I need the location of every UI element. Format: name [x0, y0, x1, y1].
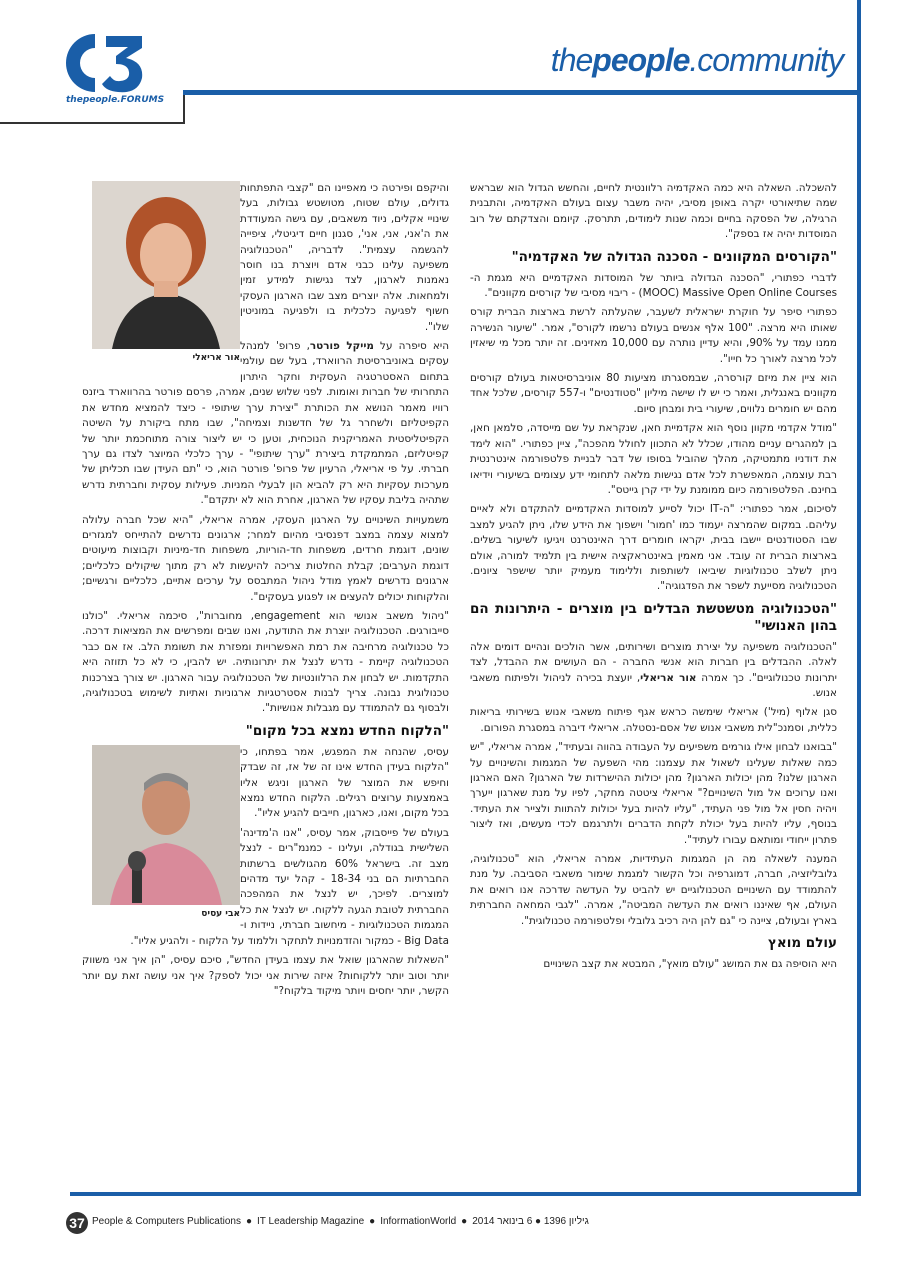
brand-the: the [550, 42, 593, 78]
brand-title [551, 42, 843, 79]
footer-issue: גיליון 1396 ● 6 בינואר 2014 [472, 1216, 589, 1227]
page-footer [66, 1212, 866, 1234]
paragraph: סגן אלוף (מיל') אריאלי שימשה כראש אגף פיתוח משאבי אנוש בשירותי בריאות כללית, וסמנכ"לית משאבי אנוש של אסם-נסטלה. אריאלי דיברה במסגרת הפורום. [470, 706, 837, 734]
portrait-woman-icon [92, 181, 240, 349]
page-number: 37 [66, 1212, 88, 1234]
footer-pub: IT Leadership Magazine [257, 1216, 365, 1227]
paragraph: המענה לשאלה מה הן המגמות העתידיות, אמרה אריאלי, הוא "טכנולוגיה, גלובליזציה, חברה, דמוגרפיה וכל הקשור למגמת שימור משאבי הסביבה. על מנת להתמודד עם השינויים הטכנולוגיים יש להביט על העדשה שדרכה אנו רואים את העולם, אף שאיננו רואים את העדשה המביטה", אמרה. "לגבי המחאה החברתית בארץ ובעולם, ציינה כי "גם להן היה רכיב גלובלי ופלטפורמה טכנולוגית". [470, 853, 837, 927]
text-run: היא סיפרה על [373, 340, 449, 353]
bullet-icon: ● [369, 1216, 376, 1227]
photo-figure [92, 181, 240, 366]
person-name: אור אריאלי [640, 671, 697, 684]
text-run: , פרופ' למנהל עסקים באוניברסיטת הרווארד, בעל שם עולמי בתחום האסטרטגיה העסקית וחקר היתרון התחרותי של חברות ואומות. לפני שלוש שנים, אמרה, פרסם פורטר בהרווארד ביזנס רוויו מאמר הנושא את הכותרת "יצירת ערך שיתופי - כיצד להמציא מחדש את הקפיטליזם ולשחרר גל של חדשנות וצמיחה", שבו מתח ביקורת על השיטה הקפיטליסטית האמריקנית הנוכחית, וטען כי יש ליצור צורה מתוחכמת יותר של קפיטליזם, המתמקדת ביצירת "ערך שיתופי" - ערך כלכלי המיוצר לצדו גם ערך חברתי. על פי אריאלי, הרעיון של פרופ' פורטר הוא, כי "תם העידן שבו תכליתן של מערכות עסקיות היא רק להביא הון לבעלי המניות. פעילות עסקית וחברתית נדרש שתהיה בליבת עסקיו של הארגון, אחרת הוא לא יתקדם". [82, 340, 449, 507]
photo-caption: אור אריאלי [192, 353, 240, 363]
text-run: , יועצת בכירה לניהול ולפיתוח משאבי אנוש. [470, 671, 837, 699]
paragraph: הוא ציין את מיזם קורסרה, שבמסגרתו מציעות 80 אוניברסיטאות בעולם קורסים מקוונים באנגלית, ואמר כי יש לו שישה מיליון "סטודנטים" ו-557 קורסים, שלכל אחד מהם יש חומרים נלווים, שיעורי בית ומבחן סיום. [470, 372, 838, 415]
paragraph: משמעויות השינויים על הארגון העסקי, אמרה אריאלי, "היא שכל חברה עלולה למצוא עצמה במצב דפנסיבי מהיום למחר; ארגונים נדרשים להתייחס למגזרים שונים, דוגמת חרדים, משפחות חד-הוריות, משפחות חד-מיניות וקבוצות מיעוטים דוגמת הערבים; קבלת החלטות צריכה להיעשות לא רק מתוך שיקולים כלכליים; ארגונים נדרשים לאמץ מודל ניהול המתבסס על ערכים אתיים, כלכליים ורגשיים; והלקוחות יכולים להעצים או לפגוע בעסקים". [82, 513, 449, 603]
bullet-icon: ● [245, 1216, 253, 1227]
header-band [183, 0, 861, 90]
article-column-right [470, 181, 837, 1181]
section-heading: "הקורסים המקוונים - הסכנה הגדולה של האקדמיה" [511, 248, 837, 265]
paragraph: לדברי כפתורי, "הסכנה הגדולה ביותר של המוסדות האקדמיים היא מגמת ה-MOOC) Massive Open Online Courses) - ריבוי מסיבי של קורסים מקוונים". [470, 271, 837, 300]
text-run: והיקפם ופירטה כי מאפיינו הם "קצבי התפתחות גדולים, עולם שטוח, מטושטש גבולות, בעל שינויי אקלים, ניוד משאבים, עם גישה המעודדת את ה'אני, אני, אני', סגנון חיים דיגיטלי, ציפייה להגשמה עצמית". לדבריה, "הטכנולוגיה משפיעה עלינו כבני אדם ויוצרת בנו חוסר נאמנות לארגון, לצד נגישות למידע זמין ולמחאות. אלה יוצרים מצב שבו הארגון העסקי חשוף לפגיעה כלכלית בו ולפגיעה במוניטין שלו". [240, 182, 449, 333]
text-run: "הטכנולוגיה משפיעה על יצירת מוצרים ושירותים, אשר הולכים ונהיים דומים אלה לאלה. ההבדלים בין חברות הוא אנשי החברה - הם העושים את ההבדל, לצד יתרונות טכנולוגיים". כך אמרה [470, 640, 837, 684]
section-heading: עולם מואץ [767, 935, 837, 952]
footer-pub: InformationWorld [380, 1216, 457, 1227]
person-name: מייקל פורטר [309, 340, 374, 353]
paragraph: "השאלות שהארגון שואל את עצמו בעידן החדש", סיכם עסיס, "הן איך אני משווק יותר וטוב יותר ללקוחות? איזה שירות אני יכול לספק? איך אני עושה זאת עם יותר הקשר, יותר יחסים ויותר מיקוד בלקוח?" [82, 954, 449, 997]
portrait-photo [92, 181, 240, 349]
section-heading: "הטכנולוגיה מטשטשת הבדלים בין מוצרים - היתרונות הם בהון האנושי" [470, 600, 837, 634]
c3-logo-icon [62, 30, 148, 96]
logo-subtitle: thepeople.FORUMS [66, 95, 165, 105]
paragraph: "מודל אקדמי מקוון נוסף הוא אקדמיית חאן, שנקראת על שם מייסדה, סלמאן חאן, בן למהגרים עניים מהודו, שכלל לא התכוון לחולל מהפכה", ציין כפתורי. "הוא לימד את דודניו מתמטיקה, מהלך שהוביל בסופו של דבר לבניית פלטפורמה אינטרנטית רבת עוצמה, המאפשרת לכל אדם נגישות מלאה לתחומי ידע עצומים בשיעורי וידיאו בחינם. הפלטפורמה כיום ממומנת על ידי קרן גייטס". [470, 422, 837, 496]
paragraph [470, 640, 837, 702]
text-run: עסיס, שהנחה את המפגש, אמר בפתחו, כי "הלקוח בעידן החדש אינו זה של אז, זה שבדק וחיפש את המוצר של הארגון וניגש אליו באמצעות ערוצים רגילים. הלקוח החדש נמצא בכל מקום, ואנו, כארגון, חייבים להגיע אליו". [240, 745, 449, 820]
paragraph: כפתורי סיפר על חוקרת ישראלית לשעבר, שהעלתה לרשת בארצות הברית קורס שאותו היא מרצה. "100 אלף אנשים בעולם נרשמו לקורס", אמר. "שיעור הנשירה ממנו עמד על 90%, והיא עדיין נותרה עם 10,000 מאזינים. זה יותר מכל מי שיאזין לכל מרצה לאורך כל חייו". [470, 306, 837, 365]
brand-community: .community [689, 42, 843, 78]
footer-publications [92, 1216, 589, 1227]
paragraph: היא הוסיפה גם את המושג "עולם מואץ", המבטא את קצב השינויים [543, 958, 837, 971]
article-column-left [82, 181, 449, 1181]
portrait-man-icon [92, 745, 240, 905]
bullet-icon: ● [461, 1216, 468, 1227]
paragraph: להשכלה. השאלה היא כמה האקדמיה רלוונטית לחיים, והחשש הגדול הוא שבראש שמה שתיאורטי יקרה באופן מסיבי, יהיה משבר עצום בעולם האקדמיה, והתבנית הרגילה, של הפסקה בחיים וכמה שנות לימודים, תתרסק. קיומם והצדקתם של רוב המוסדות יהיה אז בספק". [470, 182, 837, 241]
section-heading: "הלקוח החדש נמצא בכל מקום" [245, 722, 449, 739]
paragraph: לסיכום, אמר כפתורי: "ה-IT יכול לסייע למוסדות האקדמיים להתקדם ולא לאיים עליהם. במקום שהמרצה יעמוד כמו 'חמור' וישפוך את הידע שלו, ניתן להגיע למצב שבו הסטודנטים יישבו בבית, יקראו חומרים דרך האינטרנט ויגיעו לשיעור בשלים. בארצות הברית זה עובד. אני מאמין באינטראקציה אישית בין תלמיד למורה, אולם ניתן לשלב טכנולוגיות שיביאו לשותפות וללימוד מעמיק יותר שישפר ציונים. הטכנולוגיה מסייעת לשפר את הפדגוגיה". [470, 503, 837, 593]
photo-figure [92, 745, 240, 922]
footer-pub: People & Computers Publications [92, 1216, 241, 1227]
brand-people: people [592, 42, 690, 78]
photo-caption: אבי עסיס [201, 908, 240, 919]
paragraph: "ניהול משאב אנושי הוא engagement, מחוברות", סיכמה אריאלי. "כולנו סייבורגים. הטכנולוגיה יוצרת את התודעה, ואנו שבים ומפרשים את המציאות דרכה. כל טכנולוגיה מרחיבה את רמת האפשרויות ומפזרת את תשומת הלב. אז אם כבר הטכנולוגיה קיימת - נדרש לנצל את יתרונותיה. יש להבין, כי לא כל תזוזה היא התקדמות. יש לבחון את הרלוונטיות של הטכנולוגיה עבור הארגון. יש צורך בצרכנות טכנולוגית נבונה. צריך לבנות אסטרטגיות ארגוניות ואתיות לשימוש בטכנולוגיה, ולבסוף גם להתמודד עם מגבלות אנושיות". [82, 609, 449, 715]
portrait-photo [92, 745, 240, 905]
paragraph: "בבואנו לבחון אילו גורמים משפיעים על העבודה בהווה ובעתיד", אמרה אריאלי, "יש כמה שאלות שעלינו לשאול את עצמנו: מהי השפעה של המגמות והשינויים על הארגון שלנו? מהן יכולות הארגון? מהן יכולות ההישרדות של הארגון? האם הארגון ואנו ערוכים אל מול השינויים?" אריאלי ציטטה מחקר, לפיו על מנת שארגון ייערך ויהיה חסין אל מול פני העתיד, "עליו להיות בעל יכולות להתוות ולצייר את העתיד. בנוסף, עליו להיות בעל יכולת לקחת הדברים ולתרגמם לכדי מעשים, ואז ליצור פתרון ייחודי ומותאם עבורו לעתיד". [470, 741, 837, 846]
paragraph: בעולם של פייסבוק, אמר עסיס, "אנו ה'מדינה' השלישית בגודלה, ועלינו - כמנמ"רים - לנצל מצב זה. בישראל 60% מהגולשים ברשתות החברתיות הם בני 18-34 - קהל יעד מדהים למוצרים. לפיכך, יש לנצל את המהפכה החברתית לטובת הגעה ללקוח. יש לנצל את כל המגמות הטכנולוגיות - מיחשוב חברתי, ניידות ו-Big Data - כמקור והזדמנויות לתחקר וללמוד על הלקוח - ולהגיע אליו". [130, 826, 449, 947]
